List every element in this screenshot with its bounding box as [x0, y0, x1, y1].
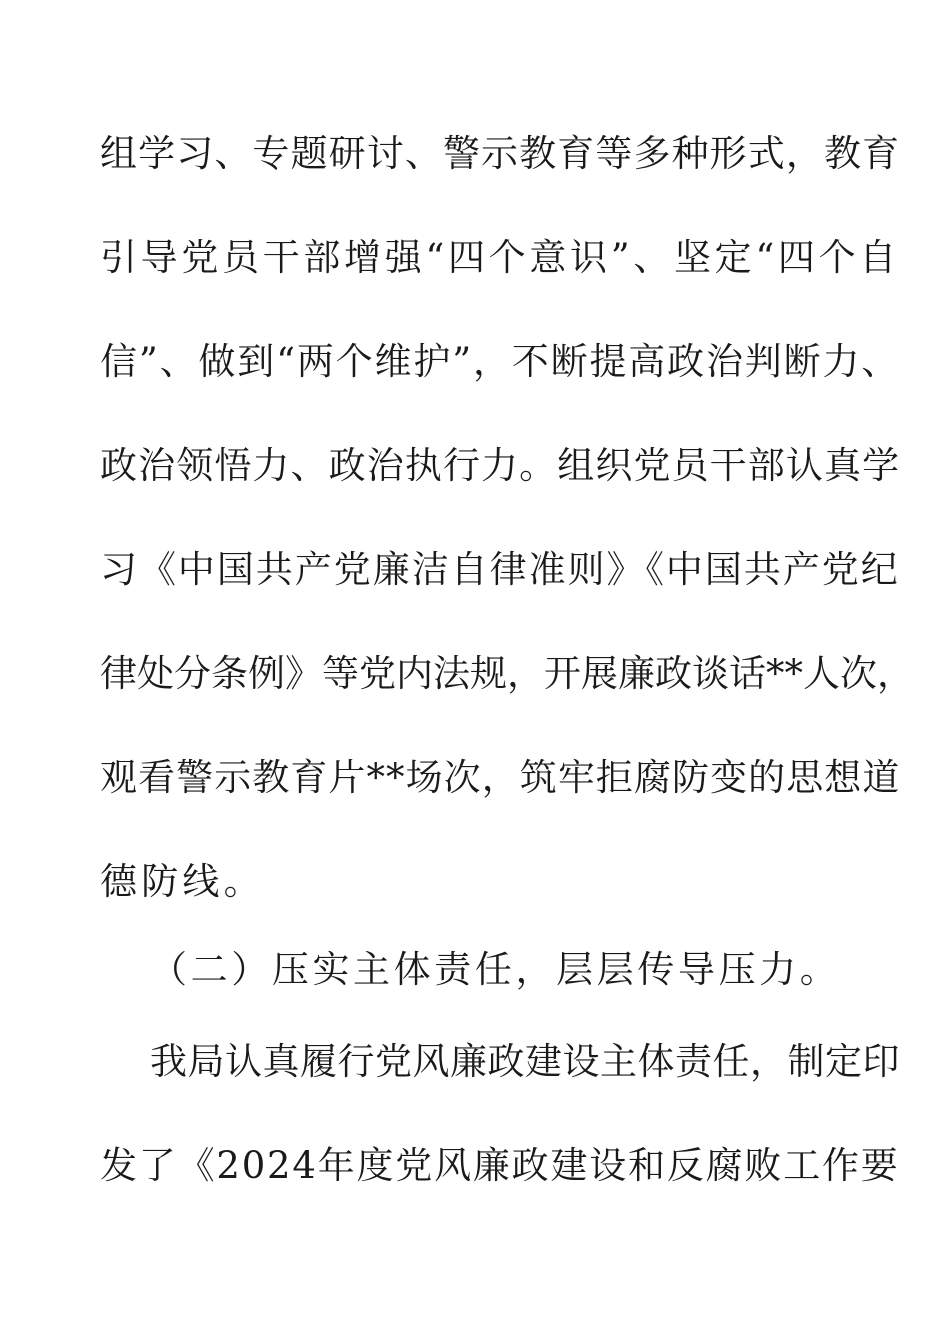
body-line-3: 信”、做到“两个维护”，不断提高政治判断力、	[100, 340, 901, 383]
body-line-7: 观看警示教育片**场次，筑牢拒腐防变的思想道	[100, 756, 901, 799]
body-line-6: 律处分条例》等党内法规，开展廉政谈话**人次，	[100, 652, 914, 695]
body-line-4: 政治领悟力、政治执行力。组织党员干部认真学	[100, 444, 901, 487]
section-heading: （二）压实主体责任，层层传导压力。	[150, 948, 841, 991]
body-line-2: 引导党员干部增强“四个意识”、坚定“四个自	[100, 236, 900, 279]
body-line-1: 组学习、专题研讨、警示教育等多种形式，教育	[100, 132, 901, 175]
body-line-8: 德防线。	[100, 860, 265, 903]
body-line-10: 发了《2024年度党风廉政建设和反腐败工作要	[100, 1144, 900, 1187]
body-line-9: 我局认真履行党风廉政建设主体责任，制定印	[150, 1040, 900, 1083]
body-line-5: 习《中国共产党廉洁自律准则》《中国共产党纪	[100, 548, 900, 591]
